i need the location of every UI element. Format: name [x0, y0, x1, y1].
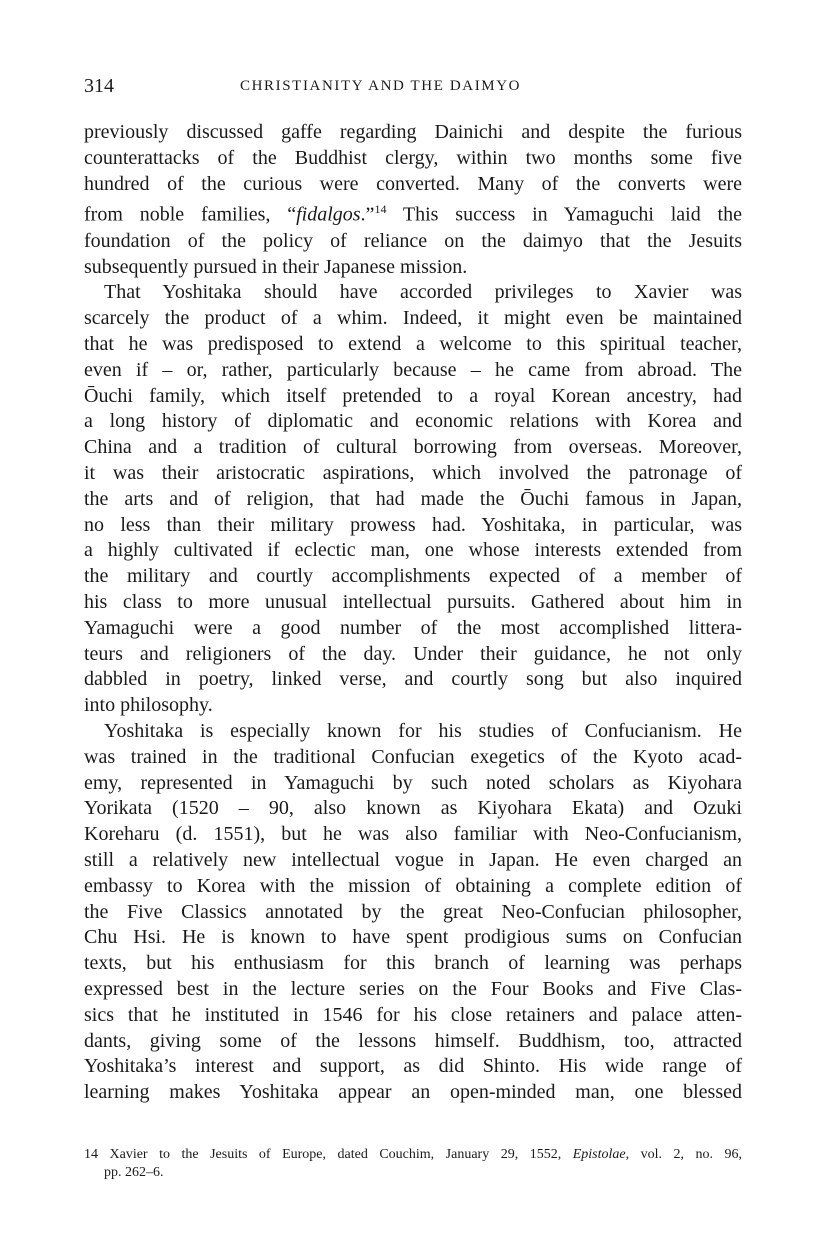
text-line: dants, giving some of the lessons himself. Buddhism, too, attracted [84, 1029, 742, 1052]
text-line: Chu Hsi. He is known to have spent prodigious sums on Confucian [84, 926, 742, 949]
text-line: counterattacks of the Buddhist clergy, within two months some five [84, 146, 742, 169]
text-line: Ōuchi family, which itself pretended to a royal Korean ancestry, had [84, 384, 742, 407]
footnote-ref: 14 [374, 202, 387, 217]
text-line: sics that he instituted in 1546 for his close retainers and palace atten- [84, 1003, 742, 1026]
text-line: it was their aristocratic aspirations, which involved the patronage of [84, 462, 742, 485]
footnotes [84, 1146, 742, 1182]
text-line: Yamaguchi were a good number of the most accomplished littera- [84, 616, 742, 639]
text-line: subsequently pursued in their Japanese mission. [84, 255, 468, 278]
text-line: Koreharu (d. 1551), but he was also familiar with Neo-Confucianism, [84, 823, 742, 846]
text-line: a long history of diplomatic and economic relations with Korea and [84, 410, 742, 433]
text-line: China and a tradition of cultural borrowing from overseas. Moreover, [84, 436, 742, 459]
text-line: previously discussed gaffe regarding Dainichi and despite the furious [84, 121, 742, 143]
footnote-line: pp. 262–6. [104, 1165, 164, 1180]
text-line: even if – or, rather, particularly because – he came from abroad. The [84, 358, 742, 381]
text-line: teurs and religioners of the day. Under their guidance, he not only [84, 642, 742, 665]
running-head [84, 74, 742, 98]
text-line: emy, represented in Yamaguchi by such noted scholars as Kiyohara [84, 771, 742, 794]
text-line: texts, but his enthusiasm for this branch of learning was perhaps [84, 952, 742, 975]
footnote-text: 14 Xavier to the Jesuits of Europe, dated Couchim, January 29, 1552, [84, 1147, 573, 1162]
text-line: Yoshitaka is especially known for his studies of Confucianism. He [104, 719, 742, 742]
text-line: dabbled in poetry, linked verse, and courtly song but also inquired [84, 668, 742, 691]
text-line: foundation of the policy of reliance on the daimyo that the Jesuits [84, 229, 742, 252]
text-line: scarcely the product of a whim. Indeed, it might even be maintained [84, 307, 742, 330]
text-line: expressed best in the lecture series on the Four Books and Five Clas- [84, 977, 742, 1000]
text-line: the Five Classics annotated by the great Neo-Confucian philosopher, [84, 900, 742, 923]
line-text: .” [360, 204, 375, 227]
text-line: learning makes Yoshitaka appear an open-minded man, one blessed [84, 1081, 742, 1104]
footnote-text: , vol. 2, no. 96, [625, 1147, 743, 1162]
text-line: into philosophy. [84, 694, 213, 717]
text-line: still a relatively new intellectual vogue in Japan. He even charged an [84, 848, 742, 871]
footnote-line [84, 1146, 742, 1164]
footnote-italic-title: Epistolae [572, 1147, 626, 1162]
text-line: was trained in the traditional Confucian exegetics of the Kyoto acad- [84, 745, 742, 768]
text-line: that he was predisposed to extend a welcome to this spiritual teacher, [84, 333, 742, 356]
text-line: hundred of the curious were converted. Many of the converts were [84, 172, 742, 195]
text-line: Yoshitaka’s interest and support, as did Shinto. His wide range of [84, 1055, 742, 1078]
text-line [84, 197, 742, 228]
text-line: That Yoshitaka should have accorded privileges to Xavier was [104, 281, 742, 304]
page-number: 314 [84, 75, 114, 97]
text-line: embassy to Korea with the mission of obtaining a complete edition of [84, 874, 742, 897]
text-line: a highly cultivated if eclectic man, one whose interests extended from [84, 539, 742, 562]
running-title: CHRISTIANITY AND THE DAIMYO [240, 78, 522, 94]
text-line: his class to more unusual intellectual pursuits. Gathered about him in [84, 591, 742, 613]
italic-term: fidalgos [296, 204, 361, 227]
body-text [84, 120, 742, 1106]
line-text: This success in Yamaguchi laid the [386, 204, 742, 227]
text-line: the military and courtly accomplishments expected of a member of [84, 565, 742, 588]
line-text: from noble families, “ [84, 204, 297, 227]
text-line: Yorikata (1520 – 90, also known as Kiyohara Ekata) and Ozuki [84, 797, 742, 820]
text-line: the arts and of religion, that had made the Ōuchi famous in Japan, [84, 487, 742, 510]
text-line: no less than their military prowess had. Yoshitaka, in particular, was [84, 513, 742, 536]
